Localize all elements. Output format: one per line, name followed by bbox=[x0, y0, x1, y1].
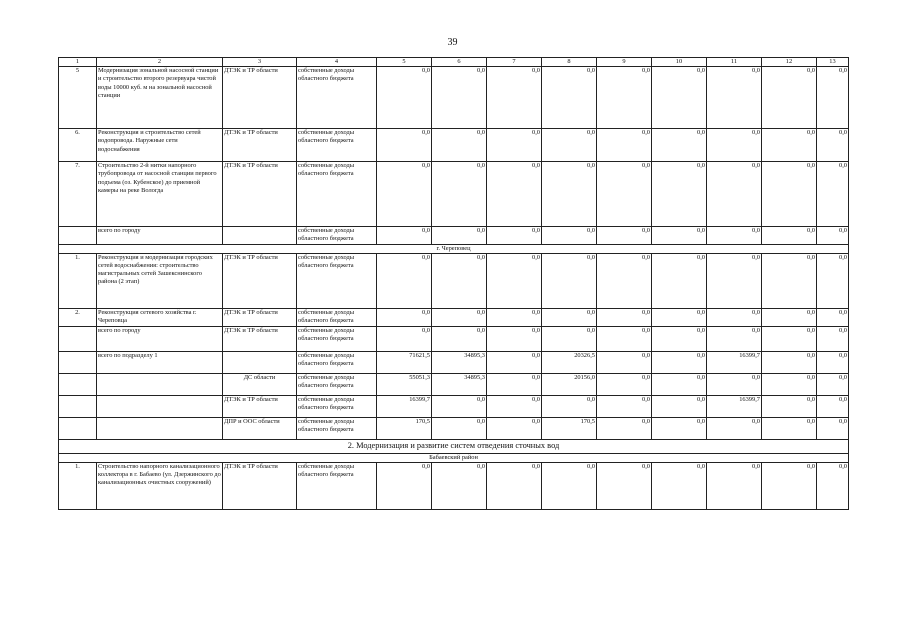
value-cell: 0,0 bbox=[542, 462, 597, 509]
value-cell: 0,0 bbox=[762, 351, 817, 373]
value-cell: 55051,3 bbox=[377, 373, 432, 395]
section-row bbox=[59, 439, 849, 453]
project-name: всего по городу bbox=[97, 227, 223, 244]
row-number bbox=[59, 373, 97, 395]
value-cell: 0,0 bbox=[377, 129, 432, 162]
value-cell: 0,0 bbox=[432, 395, 487, 417]
project-name: всего по городу bbox=[97, 326, 223, 351]
project-name bbox=[97, 373, 223, 395]
column-number: 5 bbox=[377, 58, 432, 67]
executor: ДТЭК и ТР области bbox=[223, 162, 297, 227]
table-row bbox=[59, 162, 849, 227]
value-cell: 0,0 bbox=[707, 129, 762, 162]
funding-source: собственные доходы областного бюджета bbox=[297, 308, 377, 326]
value-cell: 0,0 bbox=[377, 253, 432, 308]
district-title: Бабаевский район bbox=[59, 453, 849, 462]
value-cell: 0,0 bbox=[707, 417, 762, 439]
value-cell: 0,0 bbox=[377, 227, 432, 244]
row-number bbox=[59, 395, 97, 417]
executor bbox=[223, 227, 297, 244]
column-number: 3 bbox=[223, 58, 297, 67]
funding-source: собственные доходы областного бюджета bbox=[297, 417, 377, 439]
funding-source: собственные доходы областного бюджета bbox=[297, 395, 377, 417]
project-name: всего по подразделу 1 bbox=[97, 351, 223, 373]
funding-source: собственные доходы областного бюджета bbox=[297, 351, 377, 373]
executor: ДПР и ООС области bbox=[223, 417, 297, 439]
column-number: 4 bbox=[297, 58, 377, 67]
value-cell: 0,0 bbox=[432, 162, 487, 227]
value-cell: 0,0 bbox=[542, 395, 597, 417]
value-cell: 0,0 bbox=[487, 162, 542, 227]
value-cell: 0,0 bbox=[652, 395, 707, 417]
column-number: 2 bbox=[97, 58, 223, 67]
value-cell: 20156,0 bbox=[542, 373, 597, 395]
value-cell: 0,0 bbox=[652, 351, 707, 373]
subtotal-row bbox=[59, 351, 849, 373]
executor: ДТЭК и ТР области bbox=[223, 462, 297, 509]
value-cell: 0,0 bbox=[377, 462, 432, 509]
value-cell: 0,0 bbox=[762, 373, 817, 395]
value-cell: 0,0 bbox=[487, 308, 542, 326]
value-cell: 71621,5 bbox=[377, 351, 432, 373]
row-number bbox=[59, 351, 97, 373]
value-cell: 0,0 bbox=[817, 462, 849, 509]
value-cell: 0,0 bbox=[432, 253, 487, 308]
value-cell: 0,0 bbox=[652, 253, 707, 308]
value-cell: 0,0 bbox=[487, 395, 542, 417]
value-cell: 0,0 bbox=[762, 227, 817, 244]
column-number: 8 bbox=[542, 58, 597, 67]
value-cell: 0,0 bbox=[597, 395, 652, 417]
value-cell: 0,0 bbox=[487, 67, 542, 129]
value-cell: 0,0 bbox=[762, 162, 817, 227]
row-number bbox=[59, 227, 97, 244]
value-cell: 0,0 bbox=[597, 462, 652, 509]
value-cell: 0,0 bbox=[597, 326, 652, 351]
project-name bbox=[97, 417, 223, 439]
value-cell: 0,0 bbox=[652, 373, 707, 395]
value-cell: 0,0 bbox=[817, 373, 849, 395]
district-title: г. Череповец bbox=[59, 244, 849, 253]
column-number: 1 bbox=[59, 58, 97, 67]
value-cell: 0,0 bbox=[597, 227, 652, 244]
budget-table bbox=[58, 57, 849, 510]
value-cell: 0,0 bbox=[432, 417, 487, 439]
section-title: 2. Модернизация и развитие систем отведения сточных вод bbox=[59, 439, 849, 453]
value-cell: 170,5 bbox=[542, 417, 597, 439]
row-number: 1. bbox=[59, 253, 97, 308]
value-cell: 0,0 bbox=[817, 417, 849, 439]
executor: ДТЭК и ТР области bbox=[223, 326, 297, 351]
table-row bbox=[59, 129, 849, 162]
district-row bbox=[59, 244, 849, 253]
value-cell: 0,0 bbox=[487, 351, 542, 373]
funding-source: собственные доходы областного бюджета bbox=[297, 67, 377, 129]
table-row bbox=[59, 462, 849, 509]
table-row bbox=[59, 253, 849, 308]
row-number: 7. bbox=[59, 162, 97, 227]
value-cell: 0,0 bbox=[652, 417, 707, 439]
subtotal-row bbox=[59, 395, 849, 417]
value-cell: 0,0 bbox=[597, 417, 652, 439]
value-cell: 0,0 bbox=[377, 326, 432, 351]
value-cell: 0,0 bbox=[817, 67, 849, 129]
value-cell: 16399,7 bbox=[377, 395, 432, 417]
value-cell: 0,0 bbox=[762, 326, 817, 351]
executor: ДТЭК и ТР области bbox=[223, 395, 297, 417]
value-cell: 0,0 bbox=[762, 395, 817, 417]
funding-source: собственные доходы областного бюджета bbox=[297, 227, 377, 244]
funding-source: собственные доходы областного бюджета bbox=[297, 326, 377, 351]
value-cell: 0,0 bbox=[487, 227, 542, 244]
column-number: 7 bbox=[487, 58, 542, 67]
value-cell: 0,0 bbox=[597, 373, 652, 395]
district-row bbox=[59, 453, 849, 462]
value-cell: 0,0 bbox=[487, 326, 542, 351]
value-cell: 0,0 bbox=[597, 351, 652, 373]
executor: ДТЭК и ТР области bbox=[223, 308, 297, 326]
value-cell: 0,0 bbox=[707, 373, 762, 395]
executor bbox=[223, 351, 297, 373]
value-cell: 0,0 bbox=[542, 308, 597, 326]
value-cell: 0,0 bbox=[542, 253, 597, 308]
column-number: 9 bbox=[597, 58, 652, 67]
project-name: Строительство 2-й нитки напорного трубопровода от насосной станции первого подъема (оз. Кубенское) до приемной камеры на реке Вологда bbox=[97, 162, 223, 227]
subtotal-row bbox=[59, 373, 849, 395]
executor: ДТЭК и ТР области bbox=[223, 253, 297, 308]
value-cell: 0,0 bbox=[762, 462, 817, 509]
column-number: 6 bbox=[432, 58, 487, 67]
funding-source: собственные доходы областного бюджета bbox=[297, 253, 377, 308]
value-cell: 0,0 bbox=[487, 373, 542, 395]
value-cell: 0,0 bbox=[542, 129, 597, 162]
value-cell: 0,0 bbox=[762, 253, 817, 308]
value-cell: 0,0 bbox=[817, 253, 849, 308]
value-cell: 0,0 bbox=[817, 326, 849, 351]
value-cell: 0,0 bbox=[652, 67, 707, 129]
value-cell: 0,0 bbox=[707, 308, 762, 326]
value-cell: 0,0 bbox=[597, 162, 652, 227]
value-cell: 0,0 bbox=[377, 308, 432, 326]
value-cell: 0,0 bbox=[542, 162, 597, 227]
project-name bbox=[97, 395, 223, 417]
value-cell: 0,0 bbox=[762, 129, 817, 162]
value-cell: 0,0 bbox=[762, 308, 817, 326]
project-name: Реконструкция и модернизация городских сетей водоснабжения: строительство магистральных сетей Зашекснинского района (2 этап) bbox=[97, 253, 223, 308]
executor: ДТЭК и ТР области bbox=[223, 129, 297, 162]
value-cell: 0,0 bbox=[542, 67, 597, 129]
value-cell: 0,0 bbox=[432, 326, 487, 351]
value-cell: 0,0 bbox=[377, 162, 432, 227]
column-number: 13 bbox=[817, 58, 849, 67]
value-cell: 0,0 bbox=[542, 326, 597, 351]
page-number: 39 bbox=[447, 37, 458, 48]
executor: ДТЭК и ТР области bbox=[223, 67, 297, 129]
value-cell: 0,0 bbox=[597, 67, 652, 129]
row-number: 5 bbox=[59, 67, 97, 129]
value-cell: 0,0 bbox=[817, 351, 849, 373]
value-cell: 0,0 bbox=[652, 462, 707, 509]
column-number: 12 bbox=[762, 58, 817, 67]
value-cell: 0,0 bbox=[542, 227, 597, 244]
subtotal-row bbox=[59, 417, 849, 439]
value-cell: 0,0 bbox=[707, 326, 762, 351]
value-cell: 0,0 bbox=[652, 227, 707, 244]
project-name: Строительство напорного канализационного коллектора в г. Бабаево (ул. Дзержинского до канализационных очистных сооружений) bbox=[97, 462, 223, 509]
value-cell: 170,5 bbox=[377, 417, 432, 439]
value-cell: 0,0 bbox=[707, 462, 762, 509]
funding-source: собственные доходы областного бюджета bbox=[297, 162, 377, 227]
value-cell: 0,0 bbox=[707, 67, 762, 129]
value-cell: 0,0 bbox=[432, 227, 487, 244]
value-cell: 0,0 bbox=[597, 308, 652, 326]
value-cell: 0,0 bbox=[597, 129, 652, 162]
total-row bbox=[59, 326, 849, 351]
project-name: Реконструкция сетевого хозяйства г. Череповца bbox=[97, 308, 223, 326]
value-cell: 0,0 bbox=[487, 129, 542, 162]
column-number-row bbox=[59, 58, 849, 67]
row-number: 1. bbox=[59, 462, 97, 509]
executor: ДС области bbox=[223, 373, 297, 395]
value-cell: 0,0 bbox=[487, 253, 542, 308]
value-cell: 0,0 bbox=[707, 253, 762, 308]
value-cell: 0,0 bbox=[432, 462, 487, 509]
total-row bbox=[59, 227, 849, 244]
project-name: Модернизация зональной насосной станции и строительство второго резервуара чистой воды 10000 куб. м на зональной насосной станции bbox=[97, 67, 223, 129]
value-cell: 0,0 bbox=[652, 129, 707, 162]
value-cell: 16399,7 bbox=[707, 351, 762, 373]
value-cell: 34895,3 bbox=[432, 373, 487, 395]
row-number: 2. bbox=[59, 308, 97, 326]
funding-source: собственные доходы областного бюджета bbox=[297, 129, 377, 162]
table-row bbox=[59, 67, 849, 129]
value-cell: 0,0 bbox=[762, 417, 817, 439]
value-cell: 0,0 bbox=[597, 253, 652, 308]
column-number: 10 bbox=[652, 58, 707, 67]
value-cell: 0,0 bbox=[487, 417, 542, 439]
value-cell: 0,0 bbox=[432, 129, 487, 162]
value-cell: 0,0 bbox=[652, 162, 707, 227]
value-cell: 0,0 bbox=[817, 129, 849, 162]
value-cell: 0,0 bbox=[762, 67, 817, 129]
value-cell: 0,0 bbox=[487, 462, 542, 509]
value-cell: 0,0 bbox=[432, 67, 487, 129]
project-name: Реконструкция и строительство сетей водопровода. Наружные сети водоснабжения bbox=[97, 129, 223, 162]
funding-source: собственные доходы областного бюджета bbox=[297, 373, 377, 395]
value-cell: 0,0 bbox=[817, 227, 849, 244]
table-row bbox=[59, 308, 849, 326]
funding-source: собственные доходы областного бюджета bbox=[297, 462, 377, 509]
value-cell: 0,0 bbox=[707, 162, 762, 227]
value-cell: 0,0 bbox=[652, 326, 707, 351]
value-cell: 16399,7 bbox=[707, 395, 762, 417]
value-cell: 0,0 bbox=[432, 308, 487, 326]
value-cell: 0,0 bbox=[652, 308, 707, 326]
row-number: 6. bbox=[59, 129, 97, 162]
row-number bbox=[59, 417, 97, 439]
value-cell: 0,0 bbox=[817, 395, 849, 417]
row-number bbox=[59, 326, 97, 351]
column-number: 11 bbox=[707, 58, 762, 67]
value-cell: 0,0 bbox=[817, 308, 849, 326]
value-cell: 0,0 bbox=[817, 162, 849, 227]
value-cell: 0,0 bbox=[377, 67, 432, 129]
value-cell: 34895,3 bbox=[432, 351, 487, 373]
value-cell: 0,0 bbox=[707, 227, 762, 244]
value-cell: 20326,5 bbox=[542, 351, 597, 373]
